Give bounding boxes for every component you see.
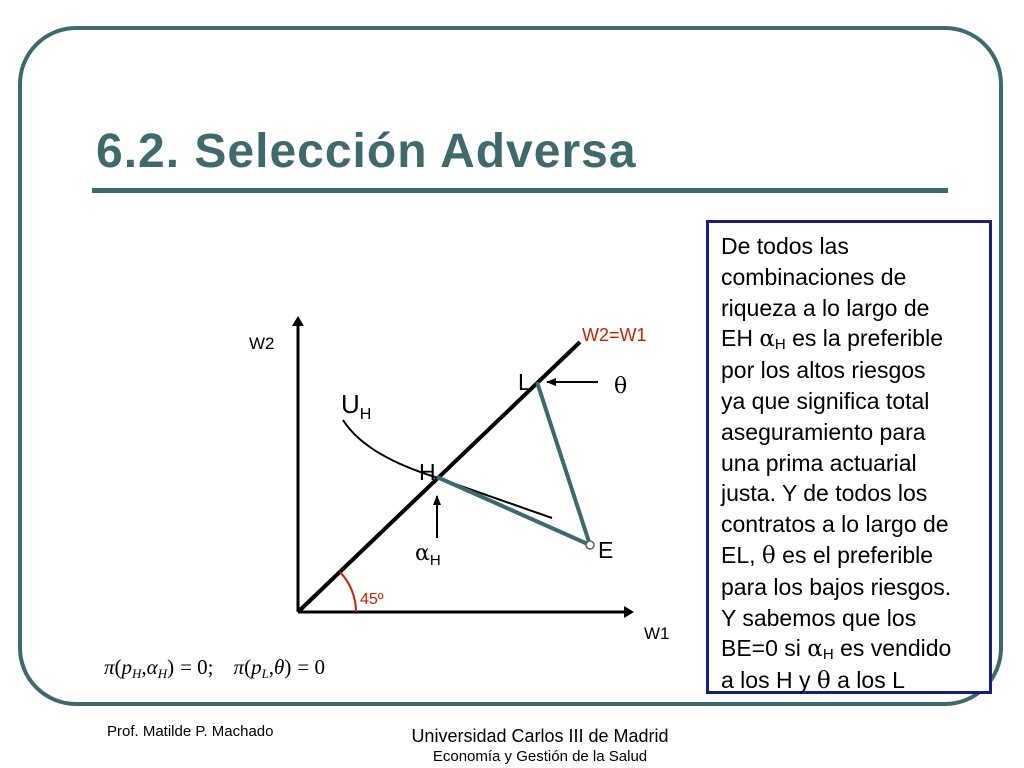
diagonal-label: W2=W1 (582, 325, 647, 345)
curve-label-sub: H (359, 406, 372, 423)
point-l-label: L (518, 369, 531, 395)
alpha-sub: H (429, 552, 441, 569)
formula-p-1: p (121, 655, 133, 679)
greek-symbol: θ (816, 668, 831, 695)
greek-symbol: α (759, 326, 775, 353)
formula-theta: θ (274, 655, 285, 679)
explanation-line: Y sabemos que los (721, 604, 917, 631)
formula-sub-h2: H (157, 666, 168, 681)
footer-author: Prof. Matilde P. Machado (107, 723, 274, 740)
explanation-line: ya que significa total (721, 387, 930, 414)
footer-university: Universidad Carlos III de Madrid (411, 726, 669, 746)
point-h-label: H (419, 459, 436, 485)
alpha-h-label (415, 541, 441, 569)
explanation-line: De todos las (721, 233, 849, 259)
explanation-line: EL, θ es el preferible (721, 541, 934, 569)
symbol-subscript: H (822, 646, 834, 664)
explanation-line: riqueza a lo largo de (721, 294, 930, 321)
y-axis-label: W2 (249, 334, 275, 353)
angle-label: 45º (360, 591, 384, 608)
curve-label (341, 389, 371, 423)
angle-arc (340, 572, 356, 612)
y-axis-arrow (292, 316, 304, 326)
formula-sub-l: L (261, 666, 269, 681)
footer-institution (380, 725, 700, 767)
x-axis-arrow (624, 606, 634, 618)
explanation-line: BE=0 si $\alpha_H$ es vendido (721, 635, 952, 664)
explanation-line: combinaciones de (721, 263, 907, 290)
explanation-line: justa. Y de todos los (721, 480, 928, 507)
symbol-subscript: H (774, 336, 786, 354)
line-el (537, 382, 590, 545)
formula-pi-2: π (233, 655, 245, 679)
explanation-line: EH $\alpha_H$ es la preferible (721, 325, 943, 354)
point-e-marker (586, 541, 594, 549)
explanation-line: una prima actuarial (721, 449, 917, 476)
explanation-text (721, 231, 979, 697)
explanation-line: a los H y θ a los L (721, 667, 905, 695)
footer-course: Economía y Gestión de la Salud (432, 748, 648, 765)
formula-eq-1: = 0; (180, 655, 214, 679)
line-eh (437, 477, 590, 545)
x-axis-label: W1 (644, 624, 670, 643)
formula-alpha: α (146, 655, 158, 679)
formula-p-2: p (251, 655, 262, 679)
explanation-line: contratos a lo largo de (721, 511, 949, 538)
formula-sub-h1: H (132, 666, 142, 681)
explanation-line: aseguramiento para (721, 418, 926, 445)
formula: π(pH,αH) = 0; π(pL,θ) = 0 (104, 655, 325, 681)
alpha-symbol: α (415, 541, 430, 566)
explanation-line: para los bajos riesgos. (721, 573, 952, 600)
theta-label: θ (614, 374, 628, 399)
explanation-line: por los altos riesgos (721, 357, 926, 384)
formula-eq-2: = 0 (297, 655, 325, 679)
explanation-box (706, 220, 992, 694)
greek-symbol: α (807, 636, 823, 663)
slide-title: 6.2. Selección Adversa (96, 125, 637, 178)
greek-symbol: θ (761, 542, 776, 569)
curve-label-main: U (341, 389, 360, 419)
point-e-label: E (598, 537, 614, 563)
formula-pi-1: π (104, 655, 115, 679)
